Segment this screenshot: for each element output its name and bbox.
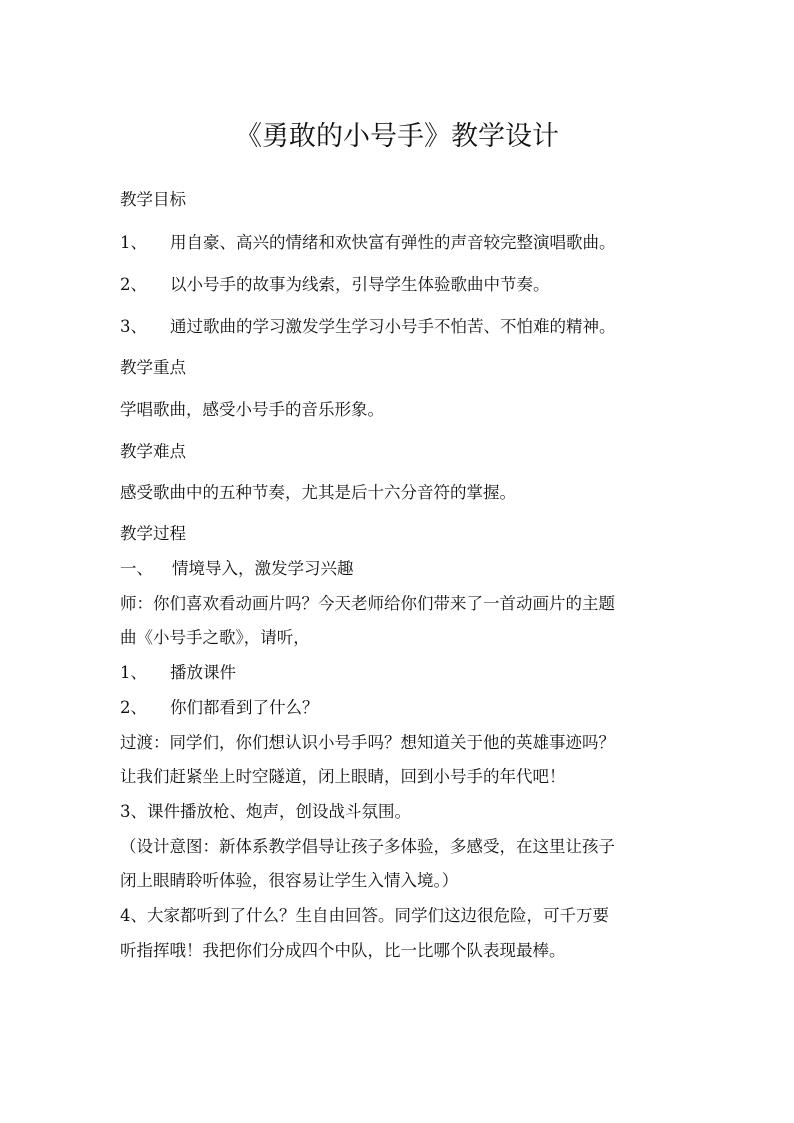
document-title: 《勇敢的小号手》教学设计 [235, 121, 559, 152]
process-step-2-text: 你们都看到了什么？ [170, 698, 319, 717]
goals-heading: 教学目标 [120, 190, 186, 209]
process-step-2 [120, 696, 319, 720]
design-intent-line-2: 闭上眼睛聆听体验，很容易让学生入情入境。） [120, 871, 459, 890]
transition-paragraph-line-1: 过渡：同学们，你们想认识小号手吗？想知道关于他的英雄事迹吗？ [120, 733, 615, 752]
goal-item-2-number: 2、 [120, 275, 147, 294]
process-step-1-number: 1、 [120, 663, 147, 682]
process-step-1-text: 播放课件 [170, 663, 236, 682]
process-step-1 [120, 661, 236, 685]
process-section-1-text: 情境导入，激发学习兴趣 [172, 559, 354, 578]
process-heading: 教学过程 [120, 524, 186, 543]
key-point-text: 学唱歌曲，感受小号手的音乐形象。 [120, 400, 384, 419]
goal-item-2 [120, 273, 550, 297]
goal-item-3-number: 3、 [120, 317, 147, 336]
process-section-1 [120, 557, 354, 581]
design-intent-line-1: （设计意图：新体系教学倡导让孩子多体验，多感受，在这里让孩子 [120, 837, 615, 856]
teacher-paragraph-line-2: 曲《小号手之歌》，请听， [120, 628, 310, 647]
process-step-4-line-2: 听指挥哦！我把你们分成四个中队，比一比哪个队表现最棒。 [120, 941, 566, 960]
goal-item-3 [120, 315, 616, 339]
goal-item-1-number: 1、 [120, 233, 147, 252]
process-step-2-number: 2、 [120, 698, 147, 717]
goal-item-1-text: 用自豪、高兴的情绪和欢快富有弹性的声音较完整演唱歌曲。 [170, 233, 616, 252]
process-step-3: 3、课件播放枪、炮声，创设战斗氛围。 [120, 802, 411, 821]
goal-item-3-text: 通过歌曲的学习激发学生学习小号手不怕苦、不怕难的精神。 [170, 317, 616, 336]
process-section-1-number: 一、 [120, 559, 153, 578]
difficulty-heading: 教学难点 [120, 442, 186, 461]
difficulty-text: 感受歌曲中的五种节奏，尤其是后十六分音符的掌握。 [120, 483, 516, 502]
key-point-heading: 教学重点 [120, 358, 186, 377]
transition-paragraph-line-2: 让我们赶紧坐上时空隧道，闭上眼睛，回到小号手的年代吧！ [120, 767, 566, 786]
goal-item-1 [120, 231, 616, 255]
teacher-paragraph-line-1: 师：你们喜欢看动画片吗？今天老师给你们带来了一首动画片的主题 [120, 594, 615, 613]
goal-item-2-text: 以小号手的故事为线索，引导学生体验歌曲中节奏。 [170, 275, 550, 294]
process-step-4-line-1: 4、大家都听到了什么？生自由回答。同学们这边很危险，可千万要 [120, 906, 609, 925]
